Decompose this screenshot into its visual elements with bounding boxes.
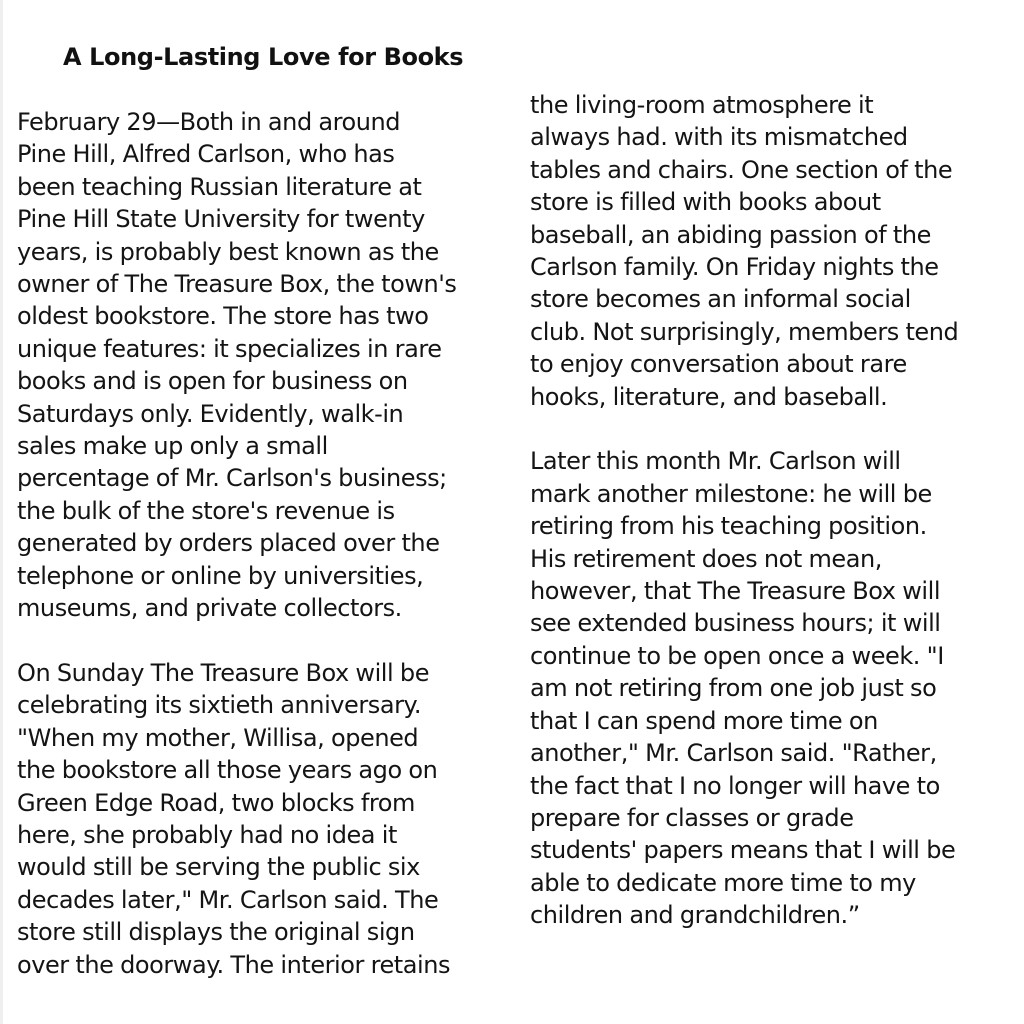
- right-column: [530, 89, 1020, 932]
- article-title: A Long-Lasting Love for Books: [63, 43, 464, 71]
- paragraph-anniversary: On Sunday The Treasure Box will be celebrating its sixtieth anniversary. "When my mother, Willisa, opened the bookstore all those years ago on Green Edge Road, two blocks from here, she probably had no idea it would still be serving the public six decades later," Mr. Carlson said. The store still displays the original sign over the doorway. The interior retains: [17, 658, 451, 979]
- left-column: [17, 106, 517, 981]
- paragraph-intro: February 29—Both in and around Pine Hill, Alfred Carlson, who has been teaching Russian literature at Pine Hill State University for twenty years, is probably best known as the owner of The Treasure Box, the town's oldest bookstore. The store has two unique features: it specializes in rare books and is open for business on Saturdays only. Evidently, walk-in sales make up only a small percentage of Mr. Carlson's business; the bulk of the store's revenue is generated by orders placed over the telephone or online by universities, museums, and private collectors.: [17, 108, 457, 623]
- paragraph-interior: the living-room atmosphere it always had. with its mismatched tables and chairs. One section of the store is filled with books about baseball, an abiding passion of the Carlson family. On Friday nights the store becomes an informal social club. Not surprisingly, members tend to enjoy conversation about rare hooks, literature, and baseball.: [530, 91, 959, 411]
- paragraph-retirement: Later this month Mr. Carlson will mark another milestone: he will be retiring from his teaching position. His retirement does not mean, however, that The Treasure Box will see extended business hours; it will continue to be open once a week. "I am not retiring from one job just so that I can spend more time on another," Mr. Carlson said. "Rather, the fact that I no longer will have to prepare for classes or grade students' papers means that I will be able to dedicate more time to my children and grandchildren.”: [530, 447, 956, 930]
